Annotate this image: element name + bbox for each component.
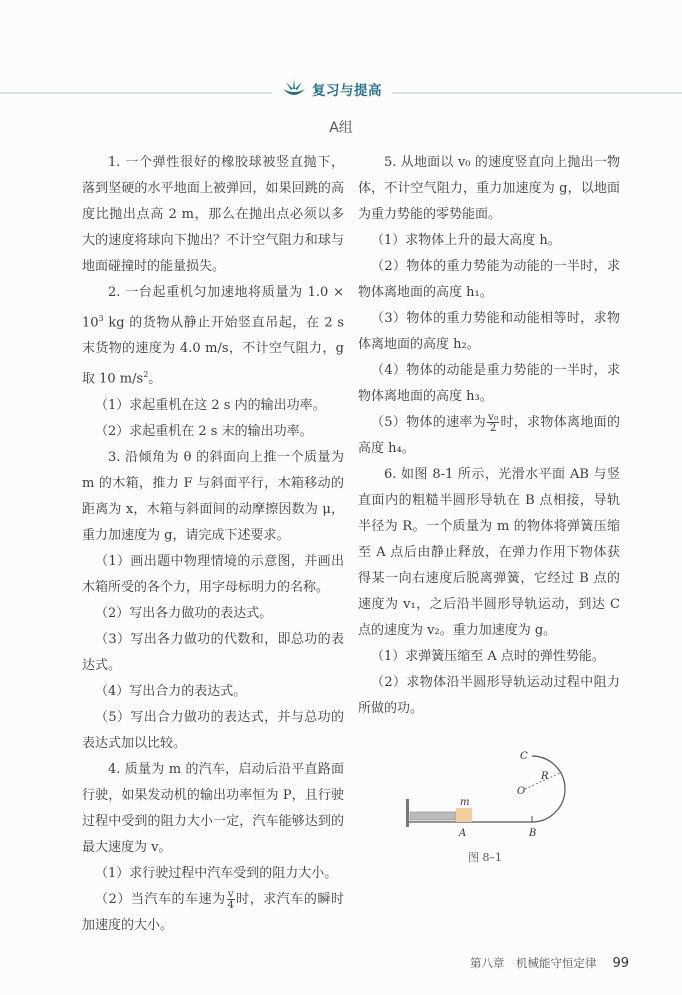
problem-5-part-1: （1）求物体上升的最大高度 h。 xyxy=(371,233,561,248)
problem-2: 2. 一台起重机匀加速地将质量为 $1.0 \times 10^3$ kg 的货物从静止开始竖直吊起，在 2 s 末货物的速度为 4.0 m/s，不计空气阻力，g 取 10 $m/s^2$。 xyxy=(82,285,344,387)
label-a: A xyxy=(459,828,467,839)
right-column xyxy=(358,150,620,722)
page-footer xyxy=(470,955,629,971)
left-column xyxy=(82,150,344,939)
problem-5-part-4: （4）物体的动能是重力势能的一半时，求物体离地面的高度 h₃。 xyxy=(358,363,620,404)
problem-6-part-1: （1）求弹簧压缩至 A 点时的弹性势能。 xyxy=(371,649,605,664)
problem-4: 4. 质量为 m 的汽车，启动后沿平直路面行驶，如果发动机的输出功率恒为 P，且行驶过程中受到的阻力大小一定，汽车能够达到的最大速度为 v。 xyxy=(82,761,344,855)
section-title: 复习与提高 xyxy=(312,83,382,99)
problem-3-part-3: （3）写出各力做功的代数和，即总功的表达式。 xyxy=(82,631,344,673)
page-number: 99 xyxy=(612,955,630,971)
group-heading: A组 xyxy=(329,120,353,136)
problem-5-part-5: （5）物体的速率为 $\frac{\text{v₀}}{2}$ 时，求物体离地面的高度 h₄。 xyxy=(358,411,620,456)
problem-2-part-2: （2）求起重机在 2 s 末的输出功率。 xyxy=(95,423,313,439)
problem-5-part-3: （3）物体的重力势能和动能相等时，求物体离地面的高度 h₂。 xyxy=(358,311,620,352)
label-b: B xyxy=(529,828,537,839)
header-rule-right xyxy=(392,92,682,94)
problem-2-part-1: （1）求起重机在这 2 s 内的输出功率。 xyxy=(95,397,326,413)
problem-5-part-2: （2）物体的重力势能为动能的一半时，求物体离地面的高度 h₁。 xyxy=(358,259,620,300)
label-c: C xyxy=(520,751,528,762)
problem-5: 5. 从地面以 v₀ 的速度竖直向上抛出一物体，不计空气阻力，重力加速度为 g，以地面为重力势能的零势能面。 xyxy=(358,155,620,222)
figure-8-1-diagram xyxy=(400,734,580,844)
label-r: R xyxy=(541,771,549,782)
problem-3-part-5: （5）写出合力做功的表达式，并与总功的表达式加以比较。 xyxy=(82,709,344,751)
label-m: m xyxy=(460,797,470,808)
wall xyxy=(406,799,409,827)
problem-3-part-4: （4）写出合力的表达式。 xyxy=(95,683,247,699)
problem-4-part-2: （2）当汽车的车速为 $\frac{v}{4}$ 时，求汽车的瞬时加速度的大小。 xyxy=(82,887,344,933)
problem-1: 1. 一个弹性很好的橡胶球被竖直抛下，落到坚硬的水平地面上被弹回，如果回跳的高度比抛出点高 2 m，那么在抛出点必须以多大的速度将球向下抛出？不计空气阻力和球与地面碰撞时的能量损失。 xyxy=(82,155,344,274)
header-rule-left xyxy=(0,92,272,94)
block-m xyxy=(456,808,472,822)
semicircle-track xyxy=(532,756,565,822)
label-o: O xyxy=(517,786,526,797)
chapter-title: 第八章 机械能守恒定律 xyxy=(470,956,597,970)
problem-4-part-1: （1）求行驶过程中汽车受到的阻力大小。 xyxy=(95,865,338,881)
fraction-v-over-4: $\frac{v}{4}$ xyxy=(227,887,235,911)
problem-3-part-1: （1）画出题中物理情境的示意图，并画出木箱所受的各个力，用字母标明力的名称。 xyxy=(82,553,344,595)
figure-caption: 图 8–1 xyxy=(468,851,502,864)
problem-6: 6. 如图 8-1 所示，光滑水平面 AB 与竖直面内的粗糙半圆形导轨在 B 点相接，导轨半径为 R。一个质量为 m 的物体将弹簧压缩至 A 点后由静止释放，在弹力作用下物体获得某一向右速度后脱离弹簧，它经过 B 点的速度为 v₁，之后沿半圆形导轨运动，到达 C 点的速度为 v₂。重力加速度为 g。 xyxy=(358,467,620,638)
problem-3: 3. 沿倾角为 θ 的斜面向上推一个质量为 m 的木箱，推力 F 与斜面平行，木箱移动的距离为 x，木箱与斜面间的动摩擦因数为 μ，重力加速度为 g，请完成下述要求。 xyxy=(82,449,344,543)
section-header xyxy=(282,77,382,101)
spring xyxy=(410,812,456,820)
problem-3-part-2: （2）写出各力做功的表达式。 xyxy=(95,605,273,621)
section-logo-icon xyxy=(282,77,306,101)
fraction-v0-over-2: $\frac{\text{v₀}}{2}$ xyxy=(488,411,499,434)
problem-6-part-2: （2）求物体沿半圆形导轨运动过程中阻力所做的功。 xyxy=(358,675,620,716)
